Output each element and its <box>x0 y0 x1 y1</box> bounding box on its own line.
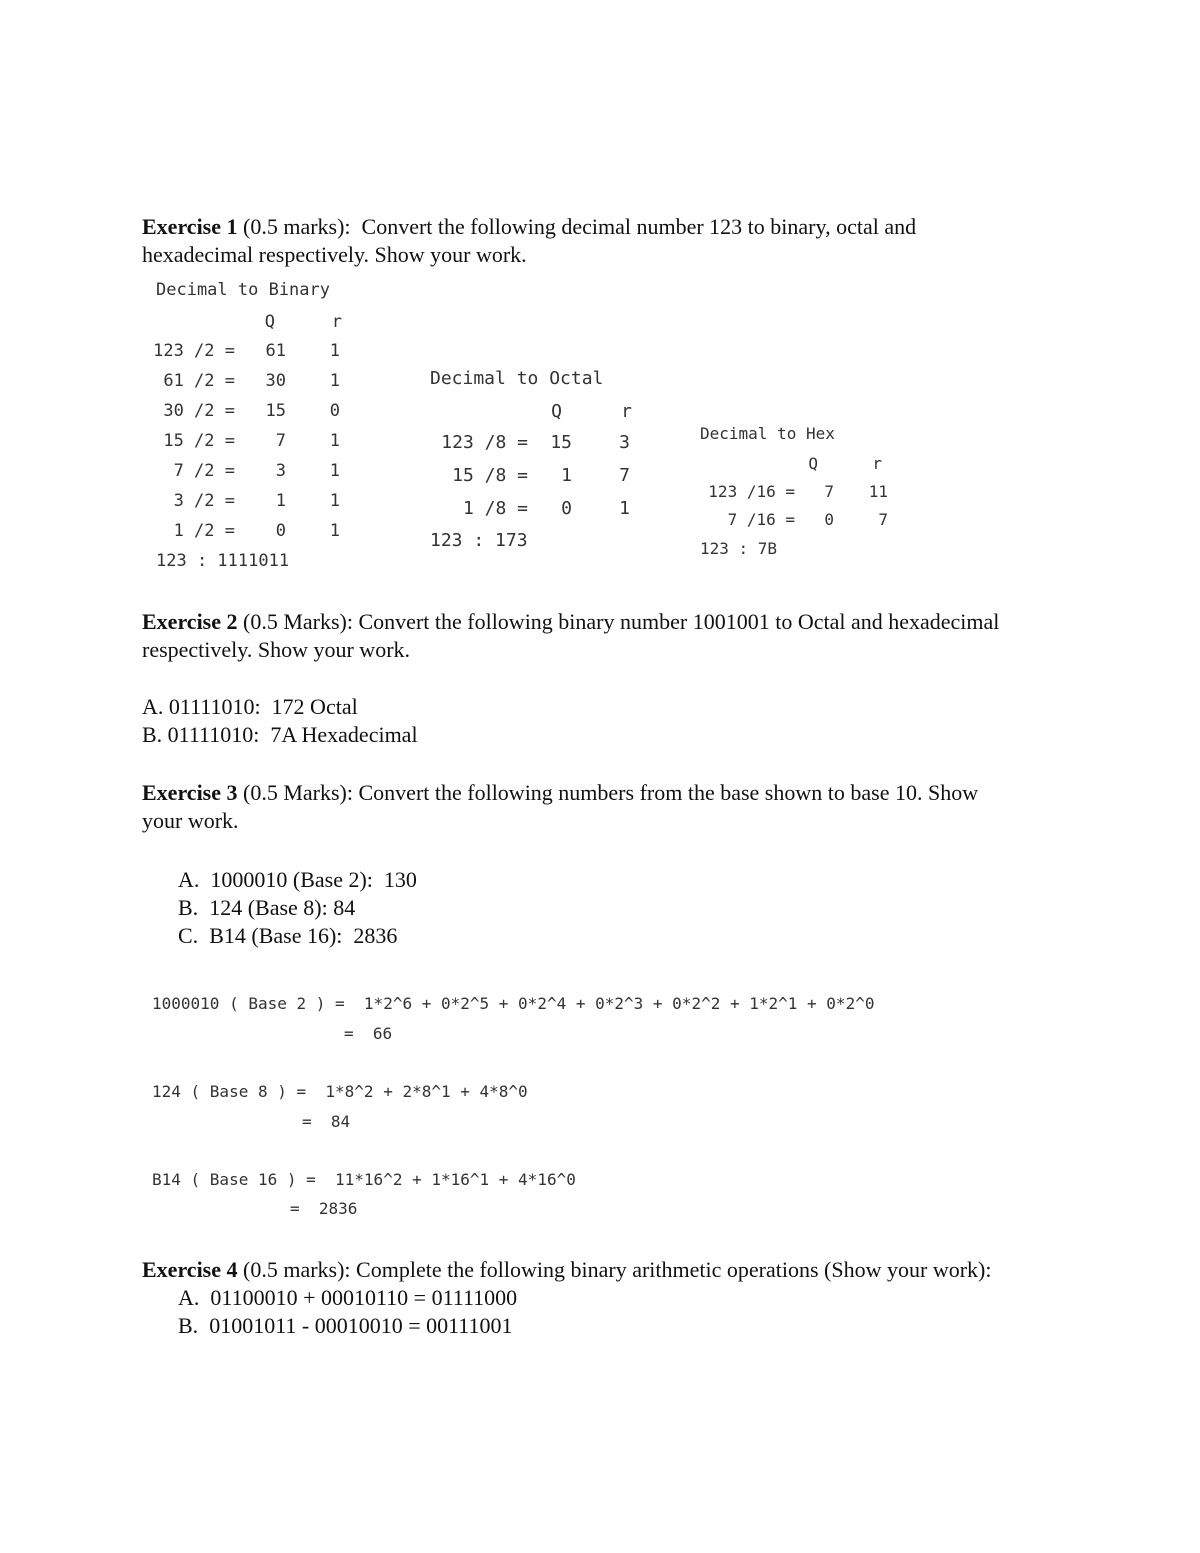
octal-row-q: 15 <box>550 432 572 453</box>
exercise-3-answer-c <box>178 922 397 950</box>
hex-row-q: 7 <box>824 482 834 501</box>
hex-work-title: Decimal to Hex <box>700 424 835 443</box>
binary-row-r: 1 <box>329 371 340 391</box>
binary-row-q: 1 <box>275 491 286 511</box>
exercise-4-answer-b <box>178 1312 512 1340</box>
base2-work-line-1: 1000010 ( Base 2 ) = 1*2^6 + 0*2^5 + 0*2^4 + 0*2^3 + 0*2^2 + 1*2^1 + 0*2^0 <box>152 994 875 1013</box>
binary-row-expr: 7 /2 = <box>173 461 235 481</box>
binary-row-r: 1 <box>329 521 340 541</box>
octal-row-r: 7 <box>619 465 630 486</box>
exercise-2-answer-b: B. 01111010: 7A Hexadecimal <box>142 722 418 747</box>
hex-col-q: Q <box>808 454 818 473</box>
hex-row-expr: 123 /16 = <box>708 482 795 501</box>
binary-row-q: 15 <box>265 401 286 421</box>
answer-letter: A. <box>178 867 200 892</box>
exercise-3-answer-a <box>178 866 417 894</box>
hex-result: 123 : 7B <box>700 539 778 558</box>
binary-col-q: Q <box>264 312 275 332</box>
binary-work-title: Decimal to Binary <box>156 280 330 300</box>
hex-row-r: 7 <box>878 510 888 529</box>
exercise-3-text-2: your work. <box>142 808 239 833</box>
exercise-1-marks: (0.5 marks): <box>243 214 351 239</box>
exercise-2-answer-a: A. 01111010: 172 Octal <box>142 694 358 719</box>
exercise-4-answer-a <box>178 1284 517 1312</box>
binary-row-expr: 123 /2 = <box>153 341 235 361</box>
exercise-4-line-1 <box>142 1256 1102 1284</box>
answer-text: 01001011 - 00010010 = 00111001 <box>209 1313 513 1338</box>
binary-row-q: 30 <box>265 371 286 391</box>
binary-row-q: 61 <box>265 341 286 361</box>
base8-work-line-1: 124 ( Base 8 ) = 1*8^2 + 2*8^1 + 4*8^0 <box>152 1082 528 1101</box>
octal-row-expr: 123 /8 = <box>441 432 528 453</box>
answer-letter: B. <box>178 895 199 920</box>
binary-row-r: 0 <box>329 401 340 421</box>
exercise-3-heading: Exercise 3 <box>142 780 238 805</box>
answer-text: 124 (Base 8): 84 <box>209 895 356 920</box>
exercise-3-line-1 <box>142 779 1077 807</box>
hex-row-expr: 7 /16 = <box>727 510 795 529</box>
base2-work-line-2: = 66 <box>344 1024 393 1043</box>
exercise-1-heading: Exercise 1 <box>142 214 238 239</box>
binary-row-q: 7 <box>275 431 286 451</box>
exercise-1-prompt <box>142 213 1077 269</box>
octal-result: 123 : 173 <box>430 530 528 551</box>
exercise-1-text-2: hexadecimal respectively. Show your work. <box>142 242 527 267</box>
binary-row-expr: 30 /2 = <box>163 401 235 421</box>
octal-work-title: Decimal to Octal <box>430 368 604 389</box>
binary-row-r: 1 <box>329 431 340 451</box>
exercise-2-line-1 <box>142 608 1077 636</box>
answer-text: 01100010 + 00010110 = 01111000 <box>210 1285 518 1310</box>
exercise-3-prompt <box>142 779 1077 835</box>
exercise-4-marks: (0.5 marks): <box>243 1257 351 1282</box>
hex-row-q: 0 <box>824 510 834 529</box>
binary-col-r: r <box>331 312 342 332</box>
answer-text: 1000010 (Base 2): 130 <box>210 867 417 892</box>
binary-row-q: 3 <box>275 461 286 481</box>
exercise-2-prompt <box>142 608 1077 664</box>
binary-result: 123 : 1111011 <box>156 551 290 571</box>
binary-row-expr: 1 /2 = <box>173 521 235 541</box>
answer-letter: C. <box>178 923 199 948</box>
binary-row-r: 1 <box>329 491 340 511</box>
octal-row-q: 1 <box>561 465 572 486</box>
exercise-2-marks: (0.5 Marks): <box>243 609 353 634</box>
exercise-2-text-2: respectively. Show your work. <box>142 637 411 662</box>
octal-row-r: 1 <box>619 498 630 519</box>
exercise-2-text-1: Convert the following binary number 1001001 to Octal and hexadecimal <box>358 609 1000 634</box>
exercise-2-heading: Exercise 2 <box>142 609 238 634</box>
octal-row-r: 3 <box>619 432 630 453</box>
octal-row-q: 0 <box>561 498 572 519</box>
binary-row-expr: 61 /2 = <box>163 371 235 391</box>
exercise-4-heading: Exercise 4 <box>142 1257 238 1282</box>
octal-col-q: Q <box>551 401 562 422</box>
binary-row-r: 1 <box>329 461 340 481</box>
binary-row-q: 0 <box>275 521 286 541</box>
octal-col-r: r <box>621 401 632 422</box>
binary-row-expr: 15 /2 = <box>163 431 235 451</box>
octal-row-expr: 15 /8 = <box>452 465 528 486</box>
exercise-1-line-1 <box>142 213 1077 241</box>
answer-letter: A. <box>178 1285 200 1310</box>
answer-letter: B. <box>178 1313 199 1338</box>
base16-work-line-1: B14 ( Base 16 ) = 11*16^2 + 1*16^1 + 4*16^0 <box>152 1170 576 1189</box>
exercise-1-text-1: Convert the following decimal number 123 to binary, octal and <box>361 214 917 239</box>
octal-row-expr: 1 /8 = <box>462 498 528 519</box>
base16-work-line-2: = 2836 <box>290 1199 358 1218</box>
exercise-3-marks: (0.5 Marks): <box>243 780 353 805</box>
binary-row-r: 1 <box>329 341 340 361</box>
exercise-4-prompt <box>142 1256 1102 1284</box>
exercise-4-text: Complete the following binary arithmetic operations (Show your work): <box>356 1257 992 1282</box>
hex-row-r: 11 <box>868 482 888 501</box>
binary-row-expr: 3 /2 = <box>173 491 235 511</box>
hex-col-r: r <box>872 454 882 473</box>
answer-text: B14 (Base 16): 2836 <box>209 923 398 948</box>
exercise-3-answer-b <box>178 894 355 922</box>
exercise-3-text-1: Convert the following numbers from the base shown to base 10. Show <box>358 780 979 805</box>
base8-work-line-2: = 84 <box>302 1112 351 1131</box>
